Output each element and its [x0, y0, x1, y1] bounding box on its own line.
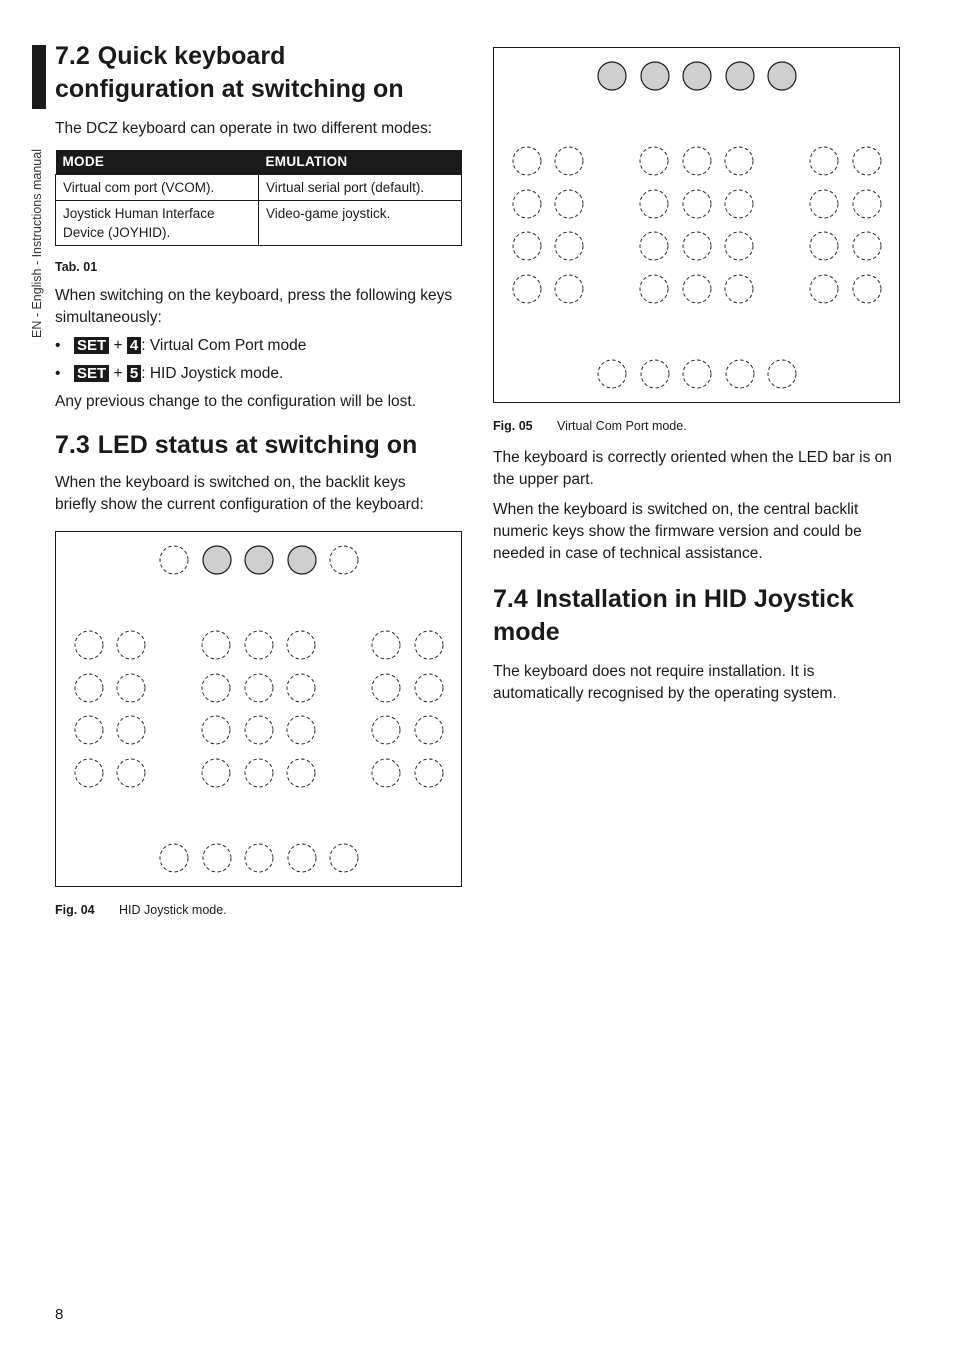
fig05-key-r1-c3 [640, 147, 668, 175]
table-cell: Video-game joystick. [259, 200, 462, 245]
table-header-emulation: EMULATION [259, 150, 462, 174]
fig04-key-r4-c3 [202, 759, 230, 787]
fig05-bottom-key-5 [768, 360, 796, 388]
fig04-key-r1-c3 [202, 631, 230, 659]
fig04-key-r2-c4 [245, 674, 273, 702]
fig04-key-r1-c1 [75, 631, 103, 659]
fig04-top-led-5 [330, 546, 358, 574]
table-caption: Tab. 01 [55, 259, 98, 274]
fig04-key-r4-c5 [287, 759, 315, 787]
fig04-top-led-2 [203, 546, 231, 574]
fig04-bottom-key-4 [288, 844, 316, 872]
set-key: SET [74, 337, 109, 354]
fig05-key-r4-c4 [683, 275, 711, 303]
fig04-keyboard-diagram [55, 531, 462, 887]
fig05-key-r3-c2 [555, 232, 583, 260]
fig05-key-r3-c4 [683, 232, 711, 260]
fig04-key-r3-c1 [75, 716, 103, 744]
fig05-key-r2-c7 [853, 190, 881, 218]
led-intro: When the keyboard is switched on, the backlit keys briefly show the current configuration of the keyboard: [55, 473, 424, 513]
fig05-bottom-key-4 [726, 360, 754, 388]
fig05-key-r2-c6 [810, 190, 838, 218]
table-row [56, 200, 462, 245]
fig04-key-r1-c7 [415, 631, 443, 659]
fig04-bottom-key-5 [330, 844, 358, 872]
modes-intro: The DCZ keyboard can operate in two different modes: [55, 120, 433, 137]
fig05-key-r4-c7 [853, 275, 881, 303]
fig05-key-r1-c6 [810, 147, 838, 175]
fig05-key-r2-c3 [640, 190, 668, 218]
table-row [56, 174, 462, 200]
fig05-key-r3-c1 [513, 232, 541, 260]
fig04-key-r2-c6 [372, 674, 400, 702]
config-warning: Any previous change to the configuration will be lost. [55, 392, 417, 410]
fig04-key-r2-c7 [415, 674, 443, 702]
fig04-key-r3-c6 [372, 716, 400, 744]
orientation-text: The keyboard is correctly oriented when the LED bar is on the upper part. [493, 449, 892, 488]
set-key: SET [74, 365, 109, 382]
fig05-key-r3-c6 [810, 232, 838, 260]
fig05-bottom-key-2 [641, 360, 669, 388]
fig05-key-r1-c5 [725, 147, 753, 175]
fig04-bottom-key-3 [245, 844, 273, 872]
fig04-key-r2-c1 [75, 674, 103, 702]
fig04-key-r1-c6 [372, 631, 400, 659]
fig05-key-r3-c5 [725, 232, 753, 260]
fig05-caption: Fig. 05 Virtual Com Port mode. [493, 419, 687, 433]
fig04-key-r2-c3 [202, 674, 230, 702]
running-side-label: EN - English - Instructions manual [30, 149, 44, 338]
fig05-key-r1-c4 [683, 147, 711, 175]
fig04-key-r2-c5 [287, 674, 315, 702]
fig05-top-led-2 [641, 62, 669, 90]
key-5: 5 [127, 365, 141, 382]
fig05-key-r2-c5 [725, 190, 753, 218]
fig04-key-r3-c4 [245, 716, 273, 744]
fig05-key-r1-c1 [513, 147, 541, 175]
list-item: • SET + 5 : HID Joystick mode. [55, 360, 462, 388]
fig05-key-r3-c7 [853, 232, 881, 260]
fig05-key-r4-c6 [810, 275, 838, 303]
fig05-key-r1-c2 [555, 147, 583, 175]
key-combo-list [55, 332, 462, 388]
fig05-key-r4-c2 [555, 275, 583, 303]
fig05-top-led-4 [726, 62, 754, 90]
fig04-key-r4-c7 [415, 759, 443, 787]
fig05-bottom-key-1 [598, 360, 626, 388]
fig04-top-led-3 [245, 546, 273, 574]
fig04-caption: Fig. 04 HID Joystick mode. [55, 902, 227, 917]
fig05-top-led-3 [683, 62, 711, 90]
section-marker-bar [32, 45, 46, 109]
page-number: 8 [55, 1306, 64, 1323]
firmware-text: When the keyboard is switched on, the central backlit numeric keys show the firmware version and could be needed in case of technical assistance. [493, 501, 862, 562]
fig04-key-r3-c3 [202, 716, 230, 744]
section-7-3-heading: 7.3 LED status at switching on [55, 430, 418, 459]
list-item: • SET + 4 : Virtual Com Port mode [55, 332, 462, 360]
modes-table [55, 150, 462, 246]
fig04-top-led-1 [160, 546, 188, 574]
fig04-key-r2-c2 [117, 674, 145, 702]
table-cell: Virtual com port (VCOM). [56, 174, 259, 200]
key-4: 4 [127, 337, 141, 354]
fig04-bottom-key-2 [203, 844, 231, 872]
fig04-key-r4-c6 [372, 759, 400, 787]
fig05-key-r2-c4 [683, 190, 711, 218]
fig04-key-r3-c5 [287, 716, 315, 744]
fig04-key-r4-c1 [75, 759, 103, 787]
switching-instruction: When switching on the keyboard, press the following keys simultaneously: [55, 286, 453, 326]
left-column [55, 40, 462, 917]
fig05-key-r4-c1 [513, 275, 541, 303]
section-7-2-heading: 7.2 Quick keyboard configuration at switching on [55, 42, 404, 103]
fig04-bottom-key-1 [160, 844, 188, 872]
fig04-top-led-4 [288, 546, 316, 574]
right-column [493, 40, 900, 705]
table-header-mode: MODE [56, 150, 259, 174]
fig05-key-r2-c2 [555, 190, 583, 218]
fig04-key-r1-c4 [245, 631, 273, 659]
fig04-key-r1-c5 [287, 631, 315, 659]
fig04-key-r3-c2 [117, 716, 145, 744]
fig04-key-r4-c4 [245, 759, 273, 787]
fig05-key-r3-c3 [640, 232, 668, 260]
installation-text: The keyboard does not require installation. It is automatically recognised by the operating system. [493, 663, 837, 702]
fig05-key-r4-c3 [640, 275, 668, 303]
fig04-key-r4-c2 [117, 759, 145, 787]
fig05-key-r1-c7 [853, 147, 881, 175]
table-cell: Virtual serial port (default). [259, 174, 462, 200]
fig05-key-r4-c5 [725, 275, 753, 303]
fig05-bottom-key-3 [683, 360, 711, 388]
fig05-svg [494, 48, 901, 404]
fig04-svg [56, 532, 463, 888]
fig04-key-r3-c7 [415, 716, 443, 744]
fig05-keyboard-diagram [493, 47, 900, 403]
fig05-top-led-1 [598, 62, 626, 90]
fig05-key-r2-c1 [513, 190, 541, 218]
fig04-key-r1-c2 [117, 631, 145, 659]
fig05-top-led-5 [768, 62, 796, 90]
section-7-4-heading: 7.4 Installation in HID Joystick mode [493, 585, 854, 646]
table-cell: Joystick Human Interface Device (JOYHID). [56, 200, 259, 245]
